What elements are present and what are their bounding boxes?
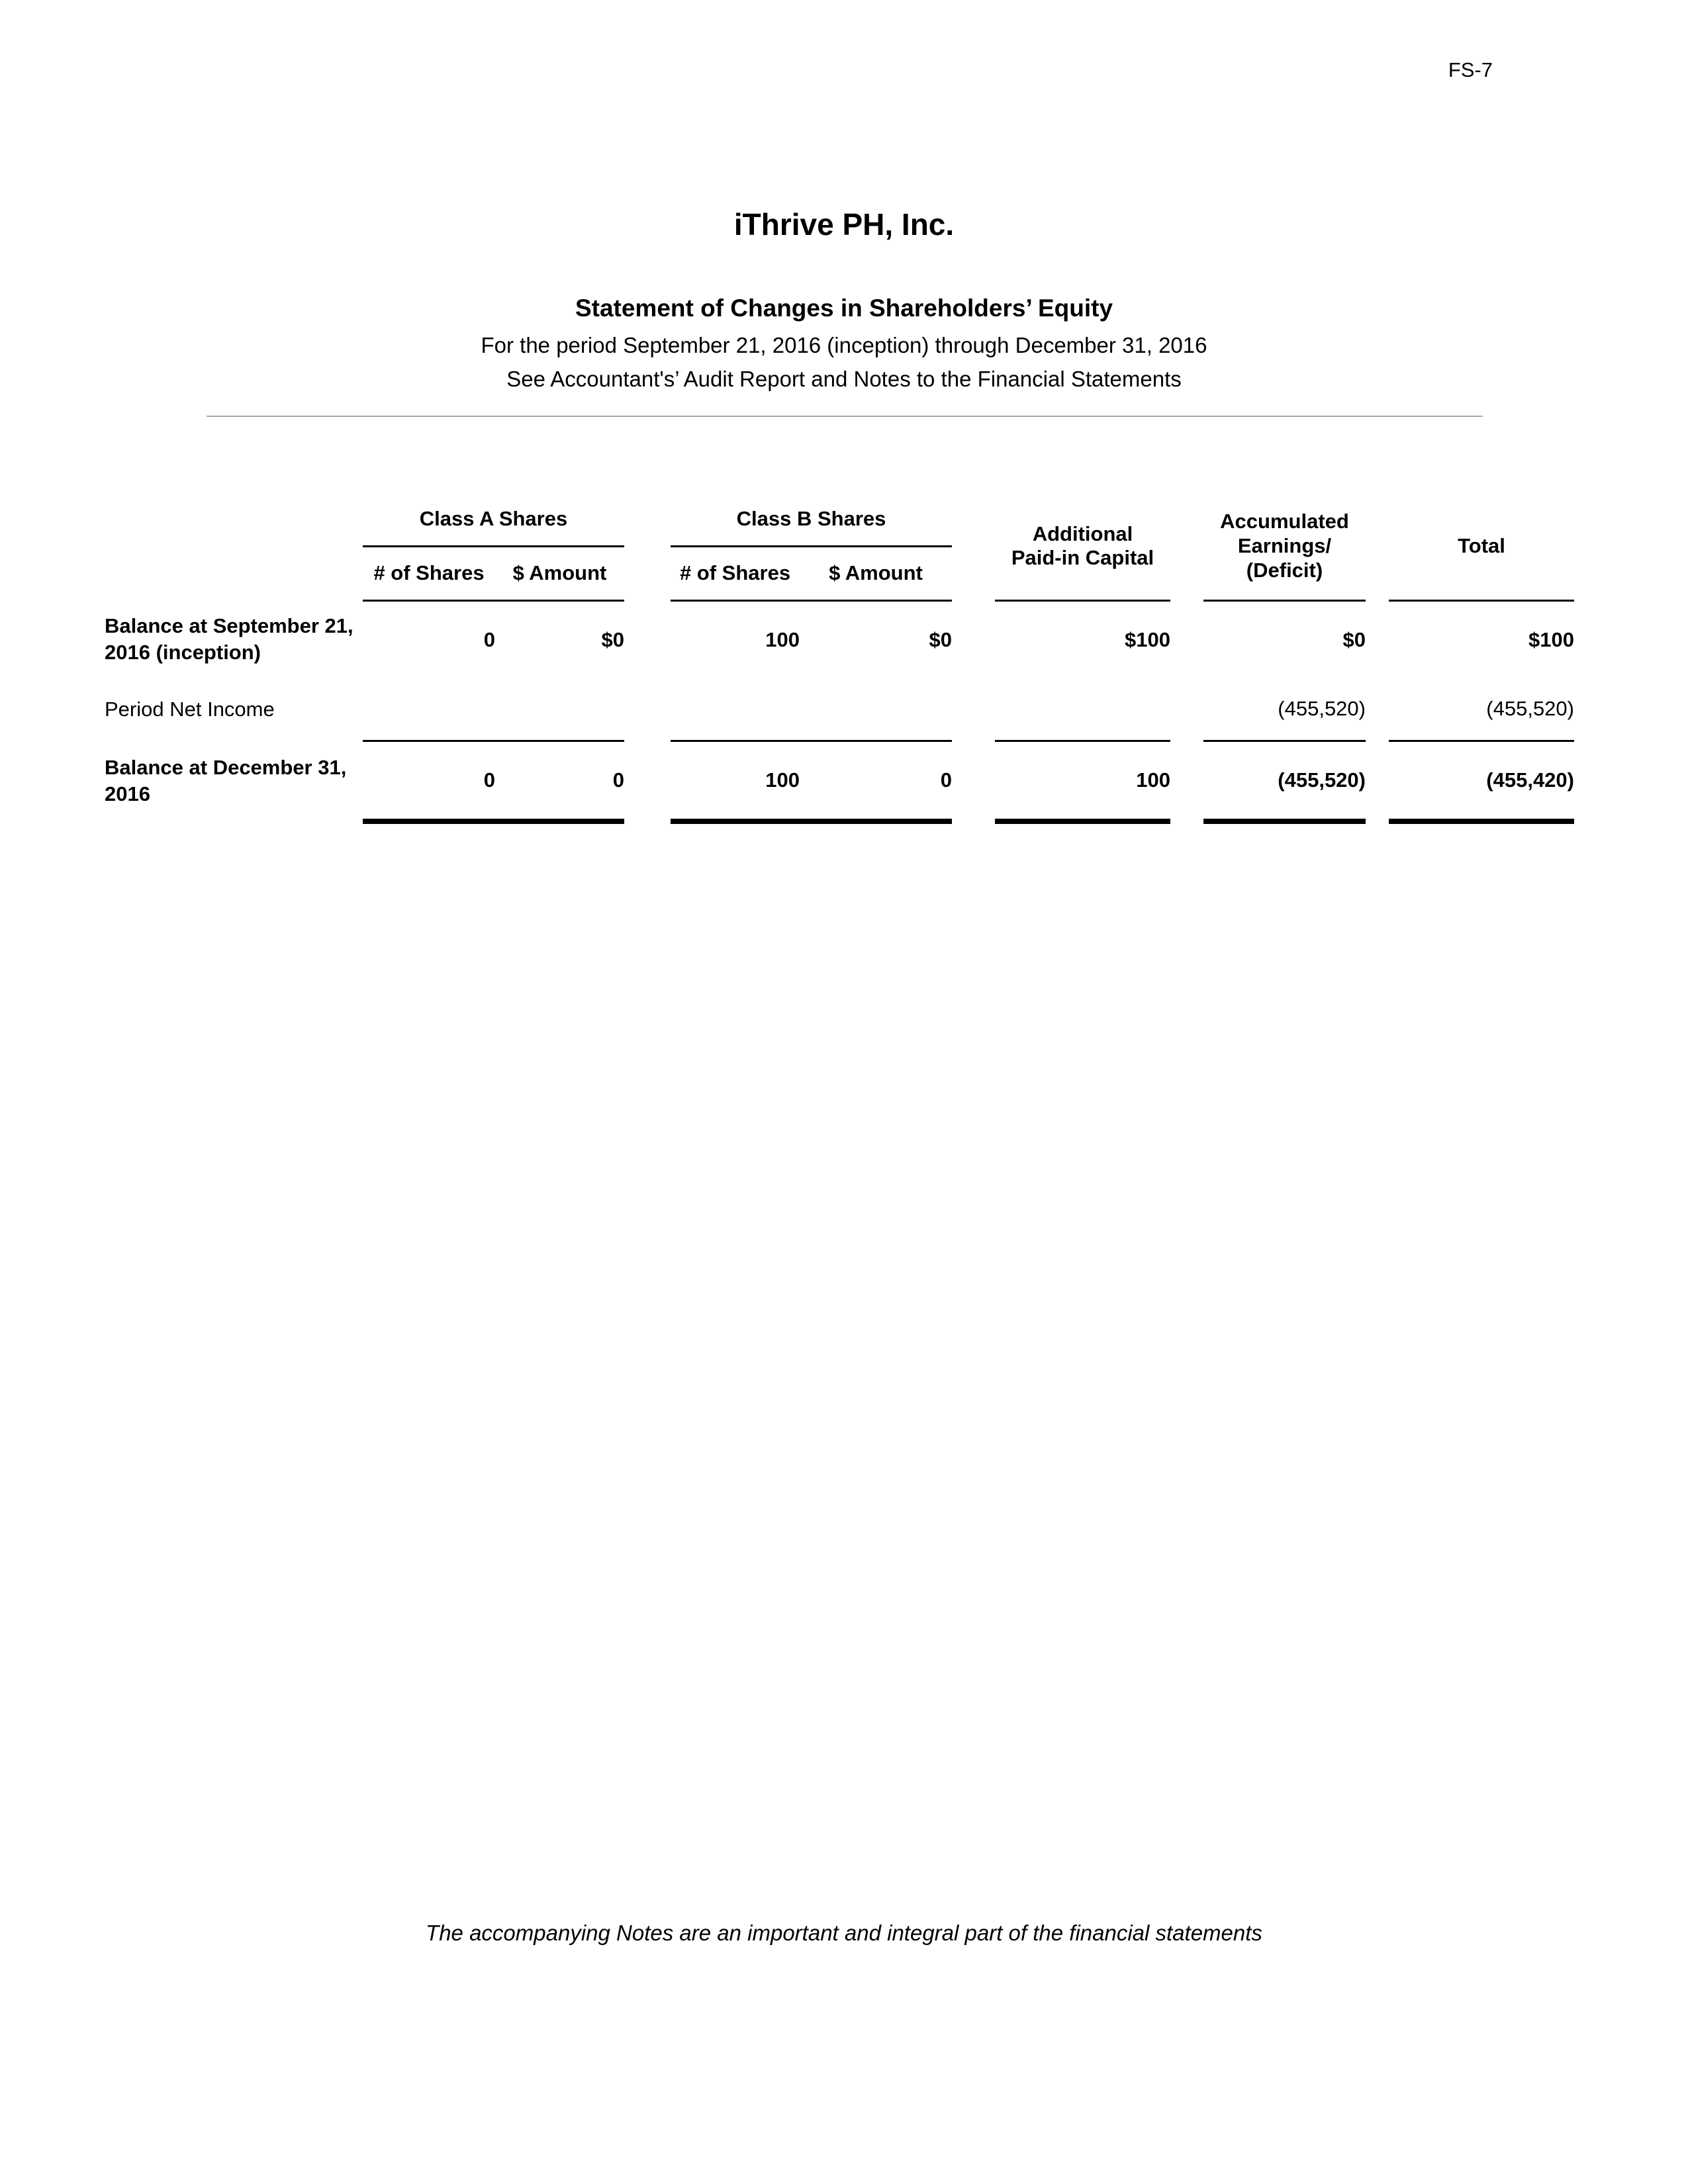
- accumulated-value: $0: [1342, 627, 1366, 651]
- reference-line: See Accountant's’ Audit Report and Notes to the Financial Statements: [506, 367, 1182, 392]
- equity-table-container: [105, 493, 1574, 824]
- equity-table: [105, 493, 1574, 824]
- apic-value: $100: [1125, 627, 1170, 651]
- row-label: Period Net Income: [105, 697, 275, 721]
- document-header: [0, 206, 1688, 394]
- total-value: $100: [1528, 627, 1574, 651]
- period-line: For the period September 21, 2016 (inception) through December 31, 2016: [481, 333, 1207, 358]
- company-name: iThrive PH, Inc.: [733, 207, 955, 242]
- class-b-shares-value: 100: [765, 627, 800, 651]
- class-a-amount-header: $ Amount: [495, 546, 624, 600]
- accumulated-value: (455,520): [1203, 741, 1366, 821]
- class-b-amount-header: $ Amount: [800, 546, 952, 600]
- class-a-shares-header: # of Shares: [363, 546, 495, 600]
- row-label: Balance at December 31, 2016: [105, 755, 347, 805]
- total-header-label: Total: [1458, 533, 1505, 557]
- statement-title: Statement of Changes in Shareholders’ Equity: [575, 295, 1113, 322]
- apic-value: 100: [995, 741, 1170, 821]
- column-gap: [624, 741, 671, 821]
- class-b-group-header: Class B Shares: [671, 493, 952, 546]
- header-divider: [207, 416, 1483, 417]
- column-gap: [1170, 600, 1203, 678]
- class-a-group-header: Class A Shares: [363, 493, 624, 546]
- total-column-header: [1389, 493, 1574, 600]
- column-gap: [952, 741, 995, 821]
- column-gap: [952, 546, 995, 600]
- column-gap: [1366, 493, 1389, 600]
- empty-label-cell: [105, 546, 363, 600]
- column-gap: [952, 493, 995, 546]
- accum-header-line-2: Earnings/: [1237, 533, 1332, 557]
- accumulated-value: (455,520): [1203, 678, 1366, 741]
- column-gap: [1366, 678, 1389, 741]
- class-b-shares-value: 100: [671, 741, 800, 821]
- class-b-amount-value: 0: [800, 741, 952, 821]
- footer-note: The accompanying Notes are an important and integral part of the financial statements: [426, 1921, 1262, 1945]
- column-gap: [624, 600, 671, 678]
- column-gap: [1170, 493, 1203, 600]
- class-a-amount-value: 0: [495, 741, 624, 821]
- group-header-row: [105, 493, 1574, 546]
- page-number: FS-7: [1448, 58, 1493, 81]
- class-a-amount-value: $0: [601, 627, 624, 651]
- class-b-shares-value: [671, 678, 800, 741]
- table-row-opening-balance: [105, 600, 1574, 678]
- apic-column-header: [995, 493, 1170, 600]
- class-b-amount-value: [800, 678, 952, 741]
- class-b-shares-header: # of Shares: [671, 546, 800, 600]
- class-a-shares-value: 0: [483, 627, 495, 651]
- class-b-amount-value: $0: [929, 627, 952, 651]
- column-gap: [952, 678, 995, 741]
- column-gap: [624, 493, 671, 546]
- class-a-shares-value: [363, 678, 495, 741]
- column-gap: [624, 678, 671, 741]
- accum-header-line-3: (Deficit): [1246, 558, 1323, 582]
- table-row-closing-balance: [105, 741, 1574, 821]
- column-gap: [1366, 741, 1389, 821]
- class-a-amount-value: [495, 678, 624, 741]
- apic-value: [995, 678, 1170, 741]
- empty-label-cell: [105, 493, 363, 546]
- apic-header-line-1: Additional: [1032, 522, 1133, 545]
- table-row-period-net-income: [105, 678, 1574, 741]
- class-a-shares-value: 0: [363, 741, 495, 821]
- column-gap: [1170, 678, 1203, 741]
- accumulated-column-header: [1203, 493, 1366, 600]
- apic-header-line-2: Paid-in Capital: [1011, 546, 1154, 570]
- total-value: (455,520): [1389, 678, 1574, 741]
- total-value: (455,420): [1389, 741, 1574, 821]
- row-label: Balance at September 21, 2016 (inception): [105, 614, 353, 664]
- column-gap: [1170, 741, 1203, 821]
- column-gap: [624, 546, 671, 600]
- accum-header-line-1: Accumulated: [1220, 510, 1349, 533]
- column-gap: [1366, 600, 1389, 678]
- column-gap: [952, 600, 995, 678]
